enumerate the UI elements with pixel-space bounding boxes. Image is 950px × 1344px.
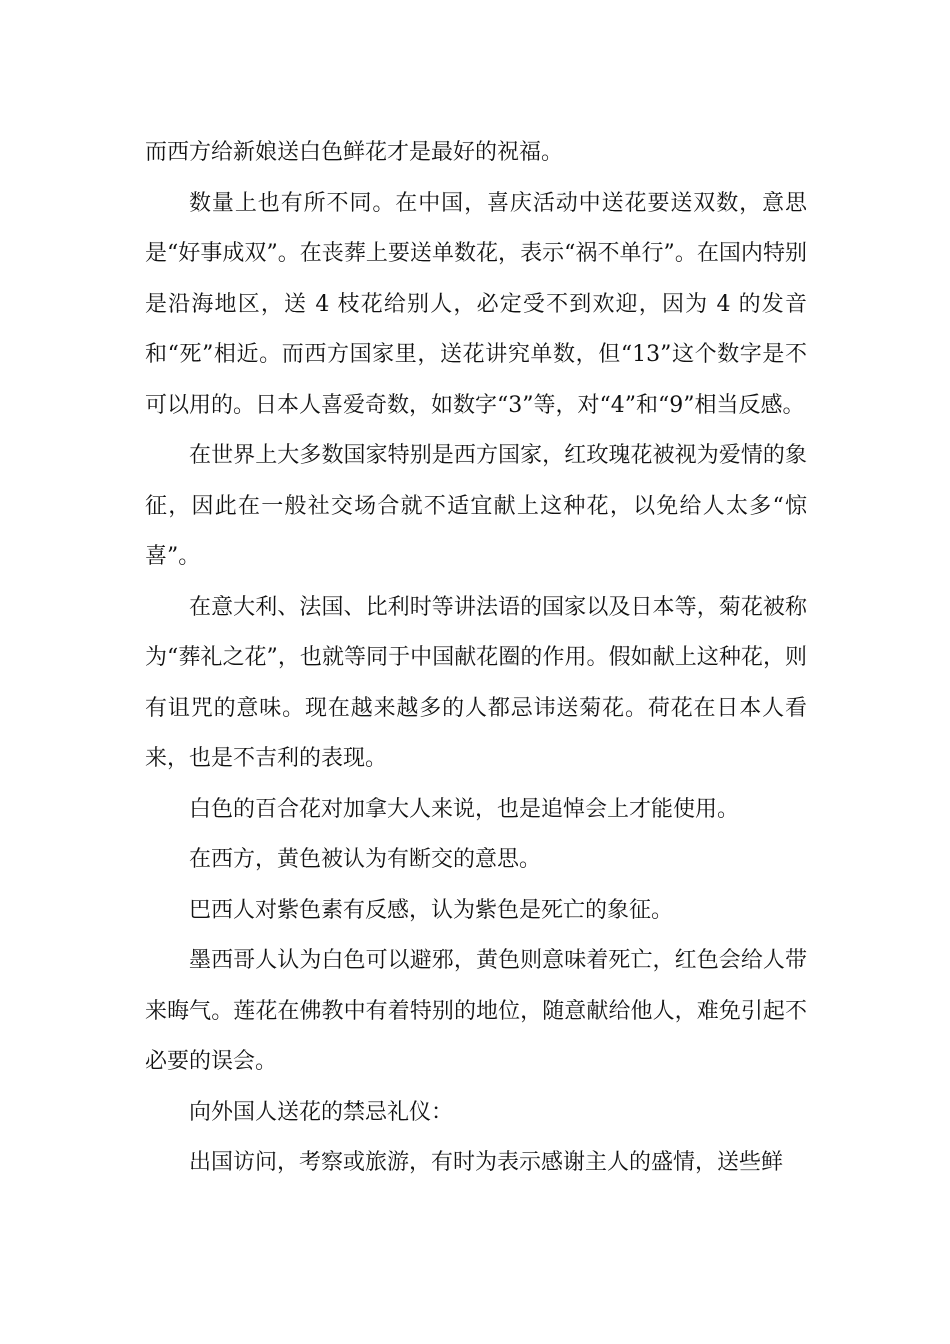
paragraph-10: 出国访问，考察或旅游，有时为表示感谢主人的盛情，送些鲜	[189, 1150, 784, 1175]
paragraph-2: 数量上也有所不同。在中国，喜庆活动中送花要送双数，意思是“好事成双”。在丧葬上要送单数花，表示“祸不单行”。在国内特别是沿海地区，送 4 枝花给别人，必定受不到欢迎，因为 4 的发音和“死”相近。而西方国家里，送花讲究单数，但“13”这个数字是不可以用的。日本人喜爱奇数，如数字“3”等，对“4”和“9”相当反感。	[145, 190, 807, 418]
paragraph-3: 在世界上大多数国家特别是西方国家，红玫瑰花被视为爱情的象征，因此在一般社交场合就不适宜献上这种花，以免给人太多“惊喜”。	[145, 443, 807, 569]
paragraph-5: 白色的百合花对加拿大人来说，也是追悼会上才能使用。	[189, 796, 740, 822]
paragraph-1: 而西方给新娘送白色鲜花才是最好的祝福。	[145, 140, 564, 165]
paragraph-9: 向外国人送花的禁忌礼仪：	[189, 1099, 454, 1125]
paragraph-8: 墨西哥人认为白色可以避邪，黄色则意味着死亡，红色会给人带来晦气。莲花在佛教中有着特别的地位，随意献给他人，难免引起不必要的误会。	[145, 948, 807, 1074]
paragraph-7: 巴西人对紫色素有反感，认为紫色是死亡的象征。	[189, 897, 674, 923]
paragraph-6: 在西方，黄色被认为有断交的意思。	[189, 847, 542, 872]
paragraph-4: 在意大利、法国、比利时等讲法语的国家以及日本等，菊花被称为“葬礼之花”，也就等同于中国献花圈的作用。假如献上这种花，则有诅咒的意味。现在越来越多的人都忌讳送菊花。荷花在日本人看来，也是不吉利的表现。	[145, 594, 807, 771]
document-body	[145, 128, 807, 1189]
